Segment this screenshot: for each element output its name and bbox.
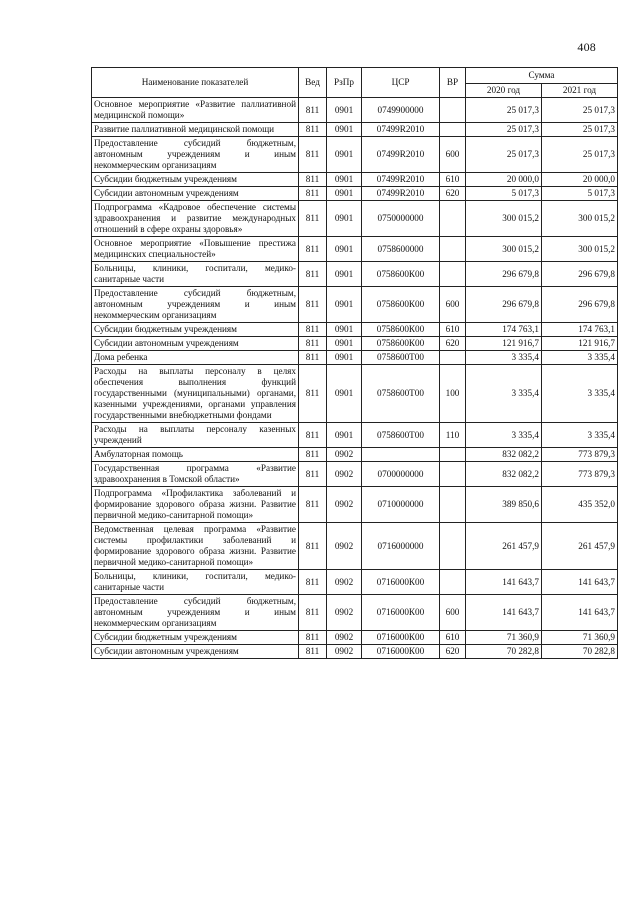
row-ved: 811 (299, 201, 327, 237)
row-csr: 07499R2010 (362, 123, 440, 137)
row-ved: 811 (299, 137, 327, 173)
row-rzpr: 0901 (327, 337, 362, 351)
row-ved: 811 (299, 323, 327, 337)
row-sum-2021: 121 916,7 (542, 337, 618, 351)
row-vr: 600 (440, 137, 466, 173)
row-vr (440, 201, 466, 237)
row-vr: 620 (440, 187, 466, 201)
row-csr: 0716000К00 (362, 645, 440, 659)
row-ved: 811 (299, 631, 327, 645)
table-row (92, 323, 618, 337)
row-name: Дома ребенка (92, 351, 299, 365)
row-vr (440, 351, 466, 365)
row-vr (440, 123, 466, 137)
row-sum-2020: 296 679,8 (466, 262, 542, 287)
table-header (92, 68, 618, 98)
row-rzpr: 0901 (327, 123, 362, 137)
table-row (92, 337, 618, 351)
row-sum-2020: 389 850,6 (466, 487, 542, 523)
table-row (92, 123, 618, 137)
row-sum-2020: 3 335,4 (466, 423, 542, 448)
row-rzpr: 0902 (327, 631, 362, 645)
row-name: Предоставление субсидий бюджетным, автономным учреждениям и иным некоммерческим организациям (92, 595, 299, 631)
row-sum-2021: 296 679,8 (542, 262, 618, 287)
row-rzpr: 0901 (327, 173, 362, 187)
row-ved: 811 (299, 123, 327, 137)
row-vr (440, 448, 466, 462)
row-csr: 0749900000 (362, 98, 440, 123)
row-rzpr: 0902 (327, 448, 362, 462)
row-rzpr: 0902 (327, 487, 362, 523)
table-row (92, 201, 618, 237)
row-csr: 0758600Т00 (362, 423, 440, 448)
table-row (92, 570, 618, 595)
row-csr: 07499R2010 (362, 187, 440, 201)
row-sum-2020: 141 643,7 (466, 595, 542, 631)
row-vr (440, 570, 466, 595)
row-name: Ведомственная целевая программа «Развитие системы профилактики заболеваний и формирование здорового образа жизни. Развитие первичной медико-санитарной помощи» (92, 523, 299, 570)
row-csr: 0716000000 (362, 523, 440, 570)
row-sum-2020: 5 017,3 (466, 187, 542, 201)
row-vr (440, 262, 466, 287)
row-vr: 610 (440, 173, 466, 187)
row-vr: 100 (440, 365, 466, 423)
row-ved: 811 (299, 595, 327, 631)
row-ved: 811 (299, 287, 327, 323)
row-ved: 811 (299, 337, 327, 351)
table-row (92, 262, 618, 287)
row-name: Больницы, клиники, госпитали, медико-санитарные части (92, 570, 299, 595)
row-csr: 07499R2010 (362, 173, 440, 187)
table-row (92, 423, 618, 448)
row-csr: 0758600000 (362, 237, 440, 262)
table-row (92, 137, 618, 173)
row-sum-2020: 300 015,2 (466, 237, 542, 262)
header-ved: Вед (299, 68, 327, 98)
row-sum-2021: 141 643,7 (542, 570, 618, 595)
table-row (92, 462, 618, 487)
header-vr: ВР (440, 68, 466, 98)
row-rzpr: 0901 (327, 201, 362, 237)
row-rzpr: 0902 (327, 570, 362, 595)
row-name: Расходы на выплаты персоналу в целях обеспечения выполнения функций государственными (муниципальными) органами, казенными учреждениями, органами управления государственными внебюджетными фондами (92, 365, 299, 423)
row-name: Основное мероприятие «Развитие паллиативной медицинской помощи» (92, 98, 299, 123)
row-sum-2021: 20 000,0 (542, 173, 618, 187)
row-csr: 0758600К00 (362, 323, 440, 337)
row-sum-2021: 773 879,3 (542, 462, 618, 487)
table-row (92, 448, 618, 462)
row-sum-2021: 5 017,3 (542, 187, 618, 201)
row-sum-2020: 261 457,9 (466, 523, 542, 570)
table-row (92, 365, 618, 423)
row-sum-2021: 3 335,4 (542, 351, 618, 365)
row-csr: 0758600Т00 (362, 351, 440, 365)
row-sum-2020: 174 763,1 (466, 323, 542, 337)
row-rzpr: 0901 (327, 237, 362, 262)
row-sum-2020: 25 017,3 (466, 137, 542, 173)
row-rzpr: 0901 (327, 187, 362, 201)
row-name: Развитие паллиативной медицинской помощи (92, 123, 299, 137)
row-sum-2021: 174 763,1 (542, 323, 618, 337)
row-sum-2021: 25 017,3 (542, 123, 618, 137)
row-vr: 610 (440, 631, 466, 645)
row-sum-2020: 20 000,0 (466, 173, 542, 187)
row-name: Больницы, клиники, госпитали, медико-санитарные части (92, 262, 299, 287)
row-ved: 811 (299, 523, 327, 570)
row-name: Субсидии автономным учреждениям (92, 645, 299, 659)
row-csr: 0758600К00 (362, 337, 440, 351)
header-rzpr: РзПр (327, 68, 362, 98)
table-row (92, 645, 618, 659)
row-sum-2020: 3 335,4 (466, 351, 542, 365)
row-name: Субсидии автономным учреждениям (92, 187, 299, 201)
table-row (92, 487, 618, 523)
row-sum-2021: 70 282,8 (542, 645, 618, 659)
row-ved: 811 (299, 173, 327, 187)
row-vr (440, 98, 466, 123)
row-vr (440, 523, 466, 570)
table-row (92, 237, 618, 262)
row-name: Предоставление субсидий бюджетным, автономным учреждениям и иным некоммерческим организациям (92, 137, 299, 173)
header-year-2021: 2021 год (542, 84, 618, 98)
row-ved: 811 (299, 570, 327, 595)
row-name: Субсидии бюджетным учреждениям (92, 173, 299, 187)
row-rzpr: 0901 (327, 262, 362, 287)
row-vr: 600 (440, 595, 466, 631)
row-name: Субсидии бюджетным учреждениям (92, 631, 299, 645)
row-name: Амбулаторная помощь (92, 448, 299, 462)
row-ved: 811 (299, 262, 327, 287)
row-csr: 0700000000 (362, 462, 440, 487)
row-vr: 600 (440, 287, 466, 323)
row-name: Подпрограмма «Кадровое обеспечение системы здравоохранения и развитие международных отношений в сфере охраны здоровья» (92, 201, 299, 237)
row-vr: 110 (440, 423, 466, 448)
row-rzpr: 0901 (327, 98, 362, 123)
row-sum-2020: 300 015,2 (466, 201, 542, 237)
row-sum-2021: 773 879,3 (542, 448, 618, 462)
row-rzpr: 0902 (327, 462, 362, 487)
row-name: Расходы на выплаты персоналу казенных учреждений (92, 423, 299, 448)
row-sum-2021: 435 352,0 (542, 487, 618, 523)
row-csr: 0758600К00 (362, 287, 440, 323)
table-row (92, 631, 618, 645)
row-ved: 811 (299, 448, 327, 462)
row-csr: 0716000К00 (362, 570, 440, 595)
row-sum-2020: 141 643,7 (466, 570, 542, 595)
row-rzpr: 0901 (327, 423, 362, 448)
row-rzpr: 0902 (327, 595, 362, 631)
row-ved: 811 (299, 487, 327, 523)
row-csr: 07499R2010 (362, 137, 440, 173)
row-sum-2021: 3 335,4 (542, 423, 618, 448)
row-name: Подпрограмма «Профилактика заболеваний и формирование здорового образа жизни. Развитие первичной медико-санитарной помощи» (92, 487, 299, 523)
row-sum-2021: 25 017,3 (542, 98, 618, 123)
table-row (92, 287, 618, 323)
row-rzpr: 0901 (327, 351, 362, 365)
row-ved: 811 (299, 98, 327, 123)
row-vr (440, 487, 466, 523)
row-sum-2021: 261 457,9 (542, 523, 618, 570)
row-name: Субсидии автономным учреждениям (92, 337, 299, 351)
table-row (92, 187, 618, 201)
row-sum-2020: 25 017,3 (466, 98, 542, 123)
row-sum-2020: 832 082,2 (466, 462, 542, 487)
row-name: Государственная программа «Развитие здравоохранения в Томской области» (92, 462, 299, 487)
row-ved: 811 (299, 462, 327, 487)
row-name: Субсидии бюджетным учреждениям (92, 323, 299, 337)
row-sum-2021: 71 360,9 (542, 631, 618, 645)
header-csr: ЦСР (362, 68, 440, 98)
table-body (92, 98, 618, 659)
row-sum-2020: 70 282,8 (466, 645, 542, 659)
table-row (92, 523, 618, 570)
row-vr: 620 (440, 645, 466, 659)
row-rzpr: 0902 (327, 523, 362, 570)
row-sum-2020: 832 082,2 (466, 448, 542, 462)
row-name: Основное мероприятие «Повышение престижа медицинских специальностей» (92, 237, 299, 262)
row-ved: 811 (299, 237, 327, 262)
row-sum-2020: 25 017,3 (466, 123, 542, 137)
row-sum-2021: 296 679,8 (542, 287, 618, 323)
row-name: Предоставление субсидий бюджетным, автономным учреждениям и иным некоммерческим организациям (92, 287, 299, 323)
row-sum-2020: 71 360,9 (466, 631, 542, 645)
header-year-2020: 2020 год (466, 84, 542, 98)
header-name: Наименование показателей (92, 68, 299, 98)
row-ved: 811 (299, 351, 327, 365)
table-row (92, 595, 618, 631)
row-csr: 0758600Т00 (362, 365, 440, 423)
row-sum-2020: 3 335,4 (466, 365, 542, 423)
row-sum-2021: 141 643,7 (542, 595, 618, 631)
row-csr: 0716000К00 (362, 595, 440, 631)
row-sum-2021: 300 015,2 (542, 201, 618, 237)
page-number: 408 (577, 40, 596, 54)
table-row (92, 351, 618, 365)
row-vr: 620 (440, 337, 466, 351)
table-row (92, 98, 618, 123)
row-csr (362, 448, 440, 462)
row-ved: 811 (299, 187, 327, 201)
budget-table (91, 67, 618, 659)
row-ved: 811 (299, 645, 327, 659)
row-rzpr: 0902 (327, 645, 362, 659)
row-rzpr: 0901 (327, 137, 362, 173)
row-rzpr: 0901 (327, 287, 362, 323)
row-sum-2021: 300 015,2 (542, 237, 618, 262)
row-vr (440, 462, 466, 487)
row-rzpr: 0901 (327, 365, 362, 423)
row-csr: 0758600К00 (362, 262, 440, 287)
header-sum: Сумма (466, 68, 618, 84)
row-rzpr: 0901 (327, 323, 362, 337)
row-vr (440, 237, 466, 262)
row-vr: 610 (440, 323, 466, 337)
table-row (92, 173, 618, 187)
row-sum-2021: 3 335,4 (542, 365, 618, 423)
row-csr: 0750000000 (362, 201, 440, 237)
row-ved: 811 (299, 365, 327, 423)
row-sum-2021: 25 017,3 (542, 137, 618, 173)
row-csr: 0716000К00 (362, 631, 440, 645)
row-csr: 0710000000 (362, 487, 440, 523)
row-sum-2020: 296 679,8 (466, 287, 542, 323)
row-sum-2020: 121 916,7 (466, 337, 542, 351)
row-ved: 811 (299, 423, 327, 448)
